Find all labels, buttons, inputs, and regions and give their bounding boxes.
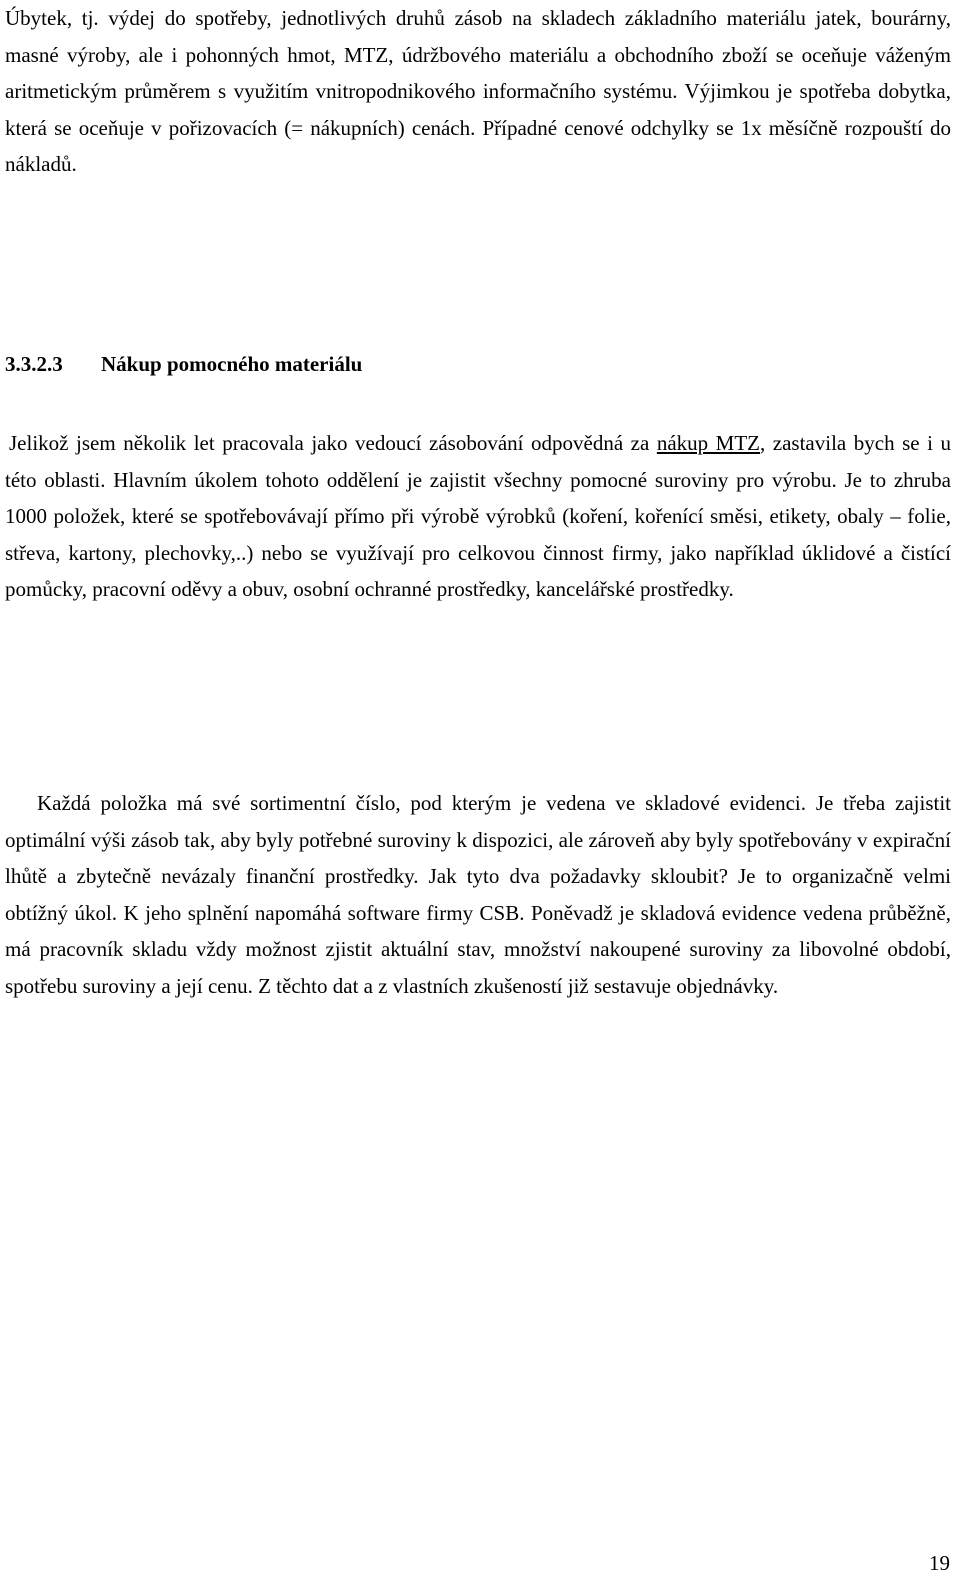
paragraph-stock-evidence: Každá položka má své sortimentní číslo, pod kterým je vedena ve skladové evidenci. Je třeba zajistit optimální výši zásob tak, aby byly potřebné suroviny k dispozici, ale zároveň aby byly spotřebovány v expirační lhůtě a zbytečně nevázaly finanční prostředky. Jak tyto dva požadavky skloubit? Je to organizačně velmi obtížný úkol. K jeho splnění napomáhá software firmy CSB. Poněvadž je skladová evidence vedena průběžně, má pracovník skladu vždy možnost zjistit aktuální stav, množství nakoupené suroviny za libovolné období, spotřebu suroviny a její cenu. Z těchto dat a z vlastních zkušeností již sestavuje objednávky. [5, 791, 951, 998]
underlined-term: nákup MTZ [656, 431, 761, 455]
page-number: 19 [929, 1551, 950, 1575]
section-title: Nákup pomocného materiálu [101, 352, 363, 376]
section-number: 3.3.2.3 [5, 352, 63, 376]
paragraph-purchasing-intro [5, 425, 951, 608]
section-heading [5, 346, 362, 382]
paragraph-inventory-valuation: Úbytek, tj. výdej do spotřeby, jednotlivých druhů zásob na skladech základního materiálu jatek, bourárny, masné výroby, ale i pohonných hmot, MTZ, údržbového materiálu a obchodního zboží se oceňuje váženým aritmetickým průměrem s využitím vnitropodnikového informačního systému. Výjimkou je spotřeba dobytka, která se oceňuje v pořizovacích (= nákupních) cenách. Případné cenové odchylky se 1x měsíčně rozpouští do nákladů. [5, 6, 951, 176]
paragraph-text-start: Jelikož jsem několik let pracovala jako vedoucí zásobování odpovědná za [9, 431, 657, 455]
paragraph-text-end: , zastavila bych se i u této oblasti. Hlavním úkolem tohoto oddělení je zajistit všechny pomocné suroviny pro výrobu. Je to zhruba 1000 položek, které se spotřebovávají přímo při výrobě výrobků (koření, kořenící směsi, etikety, obaly – folie, střeva, kartony, plechovky,..) nebo se využívají pro celkovou činnost firmy, jako například úklidové a čistící pomůcky, pracovní oděvy a obuv, osobní ochranné prostředky, kancelářské prostředky. [5, 431, 951, 601]
